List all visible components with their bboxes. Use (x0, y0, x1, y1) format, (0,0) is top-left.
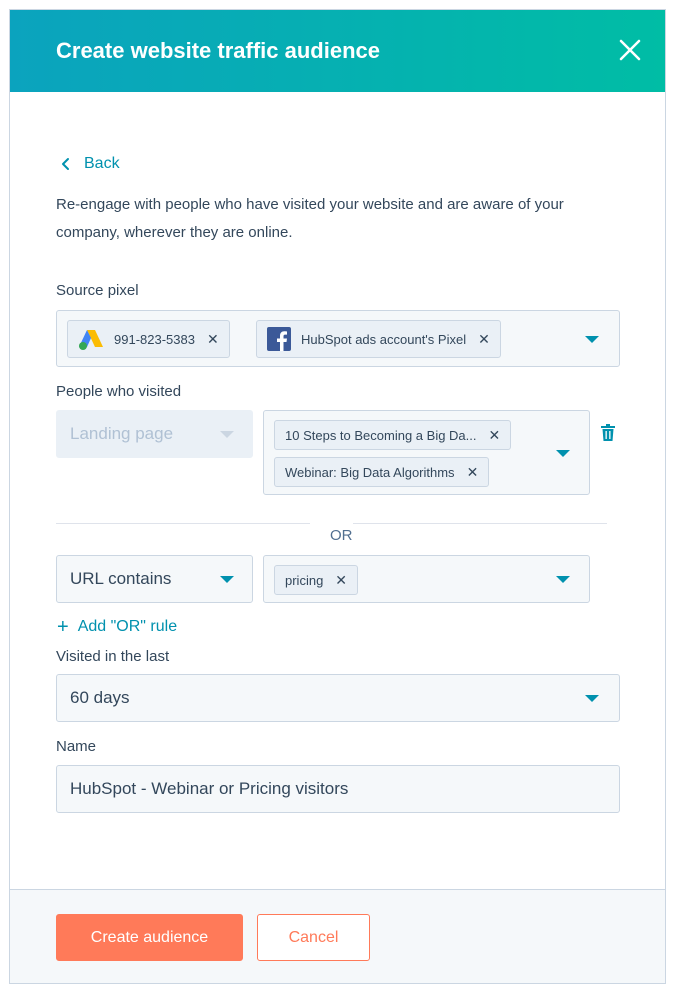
rule1-value-label: Webinar: Big Data Algorithms (285, 464, 455, 480)
chevron-down-icon (220, 431, 234, 438)
remove-tag-icon[interactable]: ✕ (206, 331, 219, 347)
remove-tag-icon[interactable]: ✕ (335, 572, 348, 588)
rule1-values-select[interactable] (263, 410, 590, 495)
close-icon (616, 36, 644, 64)
back-link[interactable] (60, 155, 120, 173)
chevron-left-icon (60, 157, 70, 171)
visited-last-value: 60 days (70, 688, 130, 707)
rule2-values-select[interactable] (263, 555, 590, 603)
or-divider-right (353, 523, 607, 524)
trash-icon (601, 424, 615, 441)
add-or-rule-label: Add "OR" rule (77, 618, 178, 635)
chevron-down-icon[interactable] (585, 336, 599, 343)
rule2-type-value: URL contains (70, 569, 172, 588)
source-pixel-tag-label: 991-823-5383 (114, 331, 195, 347)
plus-icon: + (57, 616, 69, 638)
visited-last-label: Visited in the last (56, 648, 170, 665)
chevron-down-icon[interactable] (556, 450, 570, 457)
close-button[interactable] (616, 36, 644, 64)
modal-header (10, 10, 665, 92)
intro-text: Re-engage with people who have visited your website and are aware of your company, wherever they are online. (56, 196, 564, 241)
name-input[interactable] (56, 765, 620, 813)
rule1-type-select[interactable] (56, 410, 253, 458)
back-label: Back (84, 155, 120, 172)
name-label: Name (56, 738, 97, 755)
remove-tag-icon[interactable]: ✕ (488, 427, 501, 443)
chevron-down-icon[interactable] (220, 576, 234, 583)
source-pixel-tag-facebook (256, 320, 501, 358)
modal-title: Create website traffic audience (56, 38, 381, 63)
cancel-button[interactable]: Cancel (257, 914, 370, 961)
remove-tag-icon[interactable]: ✕ (466, 464, 479, 480)
modal-footer (10, 889, 665, 983)
or-divider-left (56, 523, 310, 524)
facebook-icon (267, 327, 291, 351)
people-visited-label: People who visited (56, 383, 182, 400)
rule1-type-value: Landing page (70, 424, 174, 443)
rule2-value-label: pricing (285, 572, 324, 588)
audience-modal (9, 9, 666, 984)
add-or-rule-button[interactable] (57, 617, 177, 637)
chevron-down-icon[interactable] (556, 576, 570, 583)
source-pixel-tag-google (67, 320, 230, 358)
source-pixel-label: Source pixel (56, 282, 139, 299)
source-pixel-select[interactable] (56, 310, 620, 367)
chevron-down-icon[interactable] (585, 695, 599, 702)
rule2-type-select[interactable] (56, 555, 253, 603)
delete-rule-button[interactable] (601, 424, 615, 446)
source-pixel-tag-label: HubSpot ads account's Pixel (301, 331, 467, 347)
rule1-value-tag (274, 457, 489, 487)
rule1-value-label: 10 Steps to Becoming a Big Da... (285, 427, 477, 443)
visited-last-select[interactable] (56, 674, 620, 722)
rule1-value-tag (274, 420, 511, 450)
rule2-value-tag (274, 565, 358, 595)
remove-tag-icon[interactable]: ✕ (478, 331, 490, 347)
or-divider-label: OR (330, 527, 353, 544)
name-input-value: HubSpot - Webinar or Pricing visitors (70, 779, 349, 798)
create-audience-button[interactable]: Create audience (56, 914, 243, 961)
google-ads-icon (78, 327, 104, 351)
